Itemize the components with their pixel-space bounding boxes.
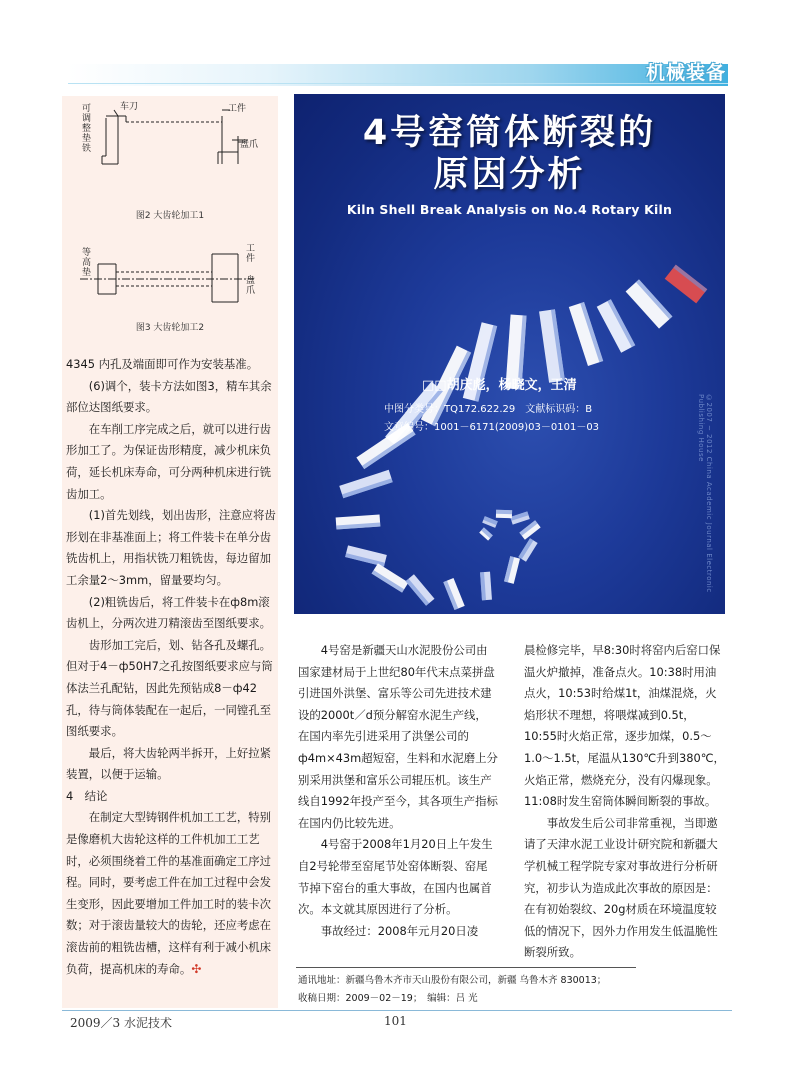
footnote-address: 通讯地址：新疆乌鲁木齐市天山股份有限公司，新疆 乌鲁木齐 830013； [298,975,607,986]
footer-rule [62,1010,732,1011]
article-title-line2: 原因分析 [433,155,586,195]
end-mark-icon: ✣ [191,961,202,976]
fig2-chuck-label: 盘爪 [240,140,259,150]
fig2-tool-label: 车刀 [120,102,139,112]
footnote-received: 收稿日期：2009－02－19； 编辑：吕 光 [298,993,478,1004]
left-paragraph: 齿形加工完后，划、钻各孔及螺孔。但对于4－ф50H7之孔按图纸要求应与筒体法兰孔配钻，因此先预钻成8－ф42孔，待与筒体装配在一起后，一同镗孔至图纸要求。 [66,637,273,739]
bar-shape [480,572,492,601]
left-paragraph: 在制定大型铸钢件机加工工艺，特别是像磨机大齿轮这样的工件机加工工艺时，必须围绕着工件的基准面确定工序过程。同时，要考虑工件在加工过程中会发生变形，因此要增加工件加工时的装卡次数；对于滚齿量较大的齿轮，还应考虑在滚齿前的粗铣齿槽，这样有利于减小机床负荷，提高机床的寿命。 [66,810,272,976]
bar-shape [339,470,392,498]
section-tag: 机械装备 [645,62,726,84]
fig2-shim-label: 可调整垫铁 [82,104,92,154]
figure-2-diagram [62,96,278,226]
bar-shape [597,299,636,352]
left-paragraph: 在车削工序完成之后，就可以进行齿形加工了。为保证齿形精度，减少机床负荷，延长机床寿命，可分两种机床进行铣齿加工。 [66,421,272,501]
article-authors: □□胡庆彪，杨晓文，王清 [422,378,577,393]
figure-2 [62,96,278,226]
section-heading-conclusion: 4 结论 [66,788,108,803]
figure-2-caption: 图2 大齿轮加工1 [135,211,205,221]
body-paragraph: 晨检修完毕，早8:30时将窑内后窑口保温火炉撤掉，准备点火。10:38时用油点火，10:53时给煤1t，油煤混烧，火焰形状不理想，将喂煤减到0.5t，10:55时火焰正常，逐步加煤，0.5～1.0～1.5t，尾温从130℃升到380℃，火焰正常，燃烧充分，没有闪爆现象。11:08时发生窑筒体瞬间断裂的事故。 [524,643,725,809]
body-column-middle [298,640,498,942]
figure-3 [62,236,278,340]
bar-shape [496,510,512,519]
footer-journal: 2009／3 水泥技术 [70,1016,172,1030]
article-number: 文章编号：1001－6171(2009)03－0101－03 [384,422,600,433]
bar-shape [510,511,530,524]
bar-shape [504,556,520,584]
bar-shape [336,514,381,529]
left-paragraph: 4345 内孔及端面即可作为安装基准。 [66,357,259,371]
figure-3-caption: 图3 大齿轮加工2 [135,323,205,333]
left-paragraph: (6)调个，装卡方法如图3，精车其余部位达图纸要求。 [66,378,272,415]
left-column [62,96,278,1008]
feature-image [294,94,725,614]
article-title-line1: 4号窑筒体断裂的 [362,113,657,153]
fig3-shim-label: 等高垫 [82,248,92,278]
bar-shape [569,302,603,366]
body-paragraph: 4号窑是新疆天山水泥股份公司由国家建材局于上世纪80年代末点菜拼盘引进国外洪堡、富乐等公司先进技术建设的2000t／d预分解窑水泥生产线，在国内率先引进采用了洪堡公司的ф4m×43m超短窑，生料和水泥磨上分别采用洪堡和富乐公司辊压机。该生产线自1992年投产至今，其各项生产指标在国内仍比较先进。 [298,643,498,830]
body-paragraph: 4号窑于2008年1月20日上午发生自2号轮带至窑尾节处窑体断裂、窑尾节掉下窑台的重大事故，在国内也属首次。本文就其原因进行了分析。 [298,837,493,917]
body-paragraph: 事故发生后公司非常重视，当即邀请了天津水泥工业设计研究院和新疆大学机械工程学院专家对事故进行分析研究，初步认为造成此次事故的原因是：在有初始裂纹、20g材质在环境温度较低的情况下，因外力作用发生低温脆性断裂所致。 [524,815,718,960]
left-body-text [66,354,276,980]
header-band [68,64,728,86]
footnote-rule [296,967,636,968]
bar-shape [372,563,409,592]
bar-shape [406,574,435,606]
watermark-text: ©2007 ~ 2012 China Academic Journal Electronic Publishing House [697,394,713,593]
left-paragraph: (1)首先划线，划出齿形，注意应将齿形划在非基准面上；将工件装卡在单分齿铣齿机上，用指状铣刀粗铣齿，每边留加工余量2～3mm，留量要均匀。 [66,508,276,587]
bar-shape [518,538,537,561]
bar-shape [626,279,673,328]
fig3-workpiece-label: 工件 [246,244,256,264]
bar-shape [345,545,387,566]
bar-shape [479,527,493,540]
article-title-english: Kiln Shell Break Analysis on No.4 Rotary Kiln [346,202,673,217]
body-paragraph: 事故经过：2008年元月20日凌 [320,923,479,938]
bar-shape [519,520,540,539]
body-column-right [524,640,726,964]
bar-shape [482,516,498,528]
fig3-chuck-label: 盘爪 [246,276,256,296]
left-paragraph: (2)粗铣齿后，将工件装卡在ф8m滚齿机上，分两次进刀精滚齿至图纸要求。 [66,594,272,631]
fig2-workpiece-label: 工件 [228,104,247,114]
page-number: 101 [384,1014,407,1028]
clc-number: 中图分类号：TQ172.622.29 文献标识码：B [384,404,593,415]
left-paragraph: 最后，将大齿轮两半拆开，上好拉紧装置，以便于运输。 [66,745,272,782]
bar-shape [539,309,565,383]
bar-shape [665,265,708,304]
bar-shape [443,578,464,610]
